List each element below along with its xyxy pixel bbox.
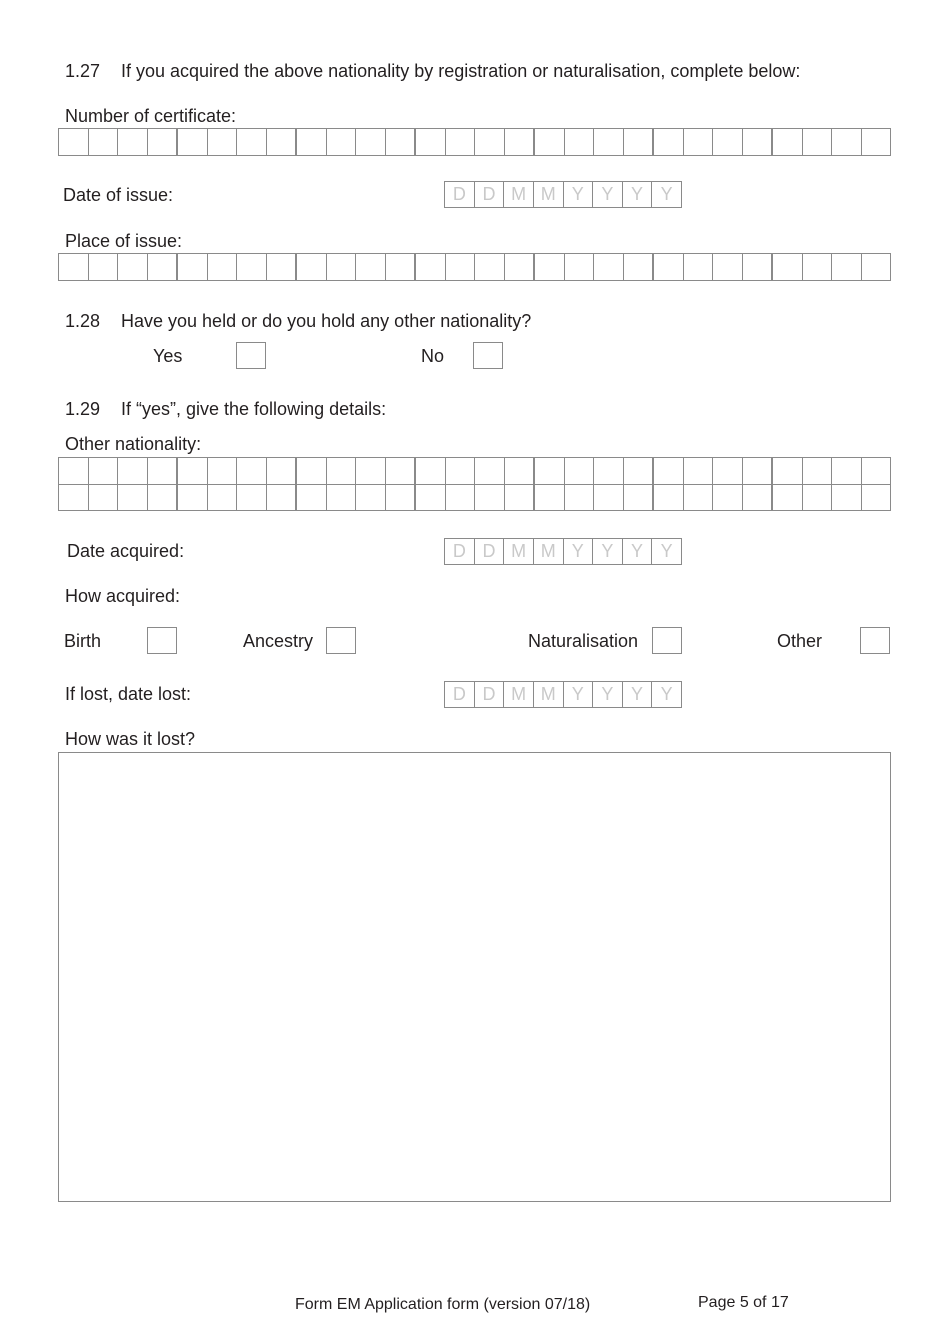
char-cell[interactable] — [59, 458, 89, 484]
date-char-cell[interactable]: Y — [660, 184, 673, 204]
date-char-cell[interactable]: D — [445, 182, 475, 207]
char-cell[interactable] — [862, 458, 891, 484]
char-cell[interactable] — [475, 485, 505, 511]
other-nationality-label: Other nationality: — [65, 434, 202, 454]
char-cell[interactable] — [654, 485, 684, 511]
char-cell[interactable] — [118, 254, 148, 280]
other-checkbox[interactable] — [860, 627, 890, 654]
char-cell[interactable] — [386, 129, 417, 155]
char-cell[interactable] — [416, 458, 446, 484]
char-cell[interactable] — [118, 485, 148, 511]
char-cell[interactable] — [713, 485, 743, 511]
date-char-cell[interactable]: Y — [593, 682, 623, 707]
char-cell[interactable] — [475, 129, 505, 155]
ancestry-label: Ancestry — [243, 631, 314, 651]
char-cell[interactable] — [386, 458, 417, 484]
naturalisation-label: Naturalisation — [528, 631, 639, 651]
char-cell[interactable] — [446, 485, 476, 511]
date-char-cell[interactable]: M — [534, 182, 564, 207]
question-number-1-27: 1.27 — [65, 61, 101, 81]
char-cell[interactable] — [773, 129, 803, 155]
char-cell[interactable] — [446, 458, 476, 484]
date-char-cell[interactable]: Y — [593, 539, 623, 564]
char-cell[interactable] — [684, 129, 714, 155]
birth-label: Birth — [64, 631, 102, 651]
date-char-cell[interactable]: Y — [623, 182, 653, 207]
char-cell[interactable] — [773, 458, 803, 484]
char-cell[interactable] — [505, 485, 536, 511]
char-cell[interactable] — [356, 129, 386, 155]
char-cell[interactable] — [208, 254, 238, 280]
date-char-cell[interactable]: M — [504, 182, 534, 207]
char-cell[interactable] — [148, 458, 179, 484]
no-label: No — [421, 346, 445, 366]
date-char-cell[interactable]: M — [504, 682, 534, 707]
char-cell[interactable] — [832, 458, 862, 484]
question-text-1-29: If “yes”, give the following details: — [121, 399, 387, 419]
char-cell[interactable] — [178, 129, 208, 155]
yes-checkbox[interactable] — [236, 342, 266, 369]
date-char-cell[interactable]: Y — [623, 539, 653, 564]
char-cell[interactable] — [565, 485, 595, 511]
char-cell[interactable] — [565, 254, 595, 280]
char-cell[interactable] — [743, 458, 774, 484]
char-cell[interactable] — [148, 485, 179, 511]
char-cell[interactable] — [684, 254, 714, 280]
char-cell[interactable] — [624, 485, 655, 511]
char-cell[interactable] — [535, 254, 565, 280]
char-cell[interactable] — [327, 458, 357, 484]
char-cell[interactable] — [208, 485, 238, 511]
char-cell[interactable] — [148, 129, 179, 155]
char-cell[interactable] — [743, 485, 774, 511]
other-nationality-field[interactable] — [58, 457, 891, 511]
char-row — [59, 458, 890, 485]
no-checkbox[interactable] — [473, 342, 503, 369]
naturalisation-checkbox[interactable] — [652, 627, 682, 654]
question-text-1-27: If you acquired the above nationality by registration or naturalisation, complete below: — [121, 61, 801, 81]
char-cell[interactable] — [565, 129, 595, 155]
char-cell[interactable] — [148, 254, 179, 280]
certificate-number-label: Number of certificate: — [65, 106, 237, 126]
char-cell[interactable] — [178, 254, 208, 280]
char-cell[interactable] — [624, 458, 655, 484]
date-of-issue-field[interactable] — [444, 181, 682, 208]
other-label: Other — [777, 631, 823, 651]
char-cell[interactable] — [178, 458, 208, 484]
char-cell[interactable] — [327, 254, 357, 280]
char-cell[interactable] — [297, 458, 327, 484]
char-cell[interactable] — [267, 458, 298, 484]
char-cell[interactable] — [89, 458, 119, 484]
char-cell[interactable] — [356, 254, 386, 280]
char-cell[interactable] — [386, 254, 417, 280]
char-cell[interactable] — [832, 485, 862, 511]
char-cell[interactable] — [356, 485, 386, 511]
how-lost-label: How was it lost? — [65, 729, 196, 749]
char-cell[interactable] — [832, 254, 862, 280]
char-cell[interactable] — [654, 458, 684, 484]
char-cell[interactable] — [624, 254, 655, 280]
char-cell[interactable] — [535, 485, 565, 511]
date-char-cell[interactable]: D — [445, 539, 475, 564]
date-char-cell[interactable]: M — [534, 539, 564, 564]
date-acquired-label: Date acquired: — [67, 541, 185, 561]
date-char-cell[interactable]: D — [475, 539, 505, 564]
date-char-cell[interactable]: Y — [660, 684, 673, 704]
char-cell[interactable] — [416, 254, 446, 280]
char-cell[interactable] — [118, 129, 148, 155]
char-cell[interactable] — [594, 485, 624, 511]
char-cell[interactable] — [862, 254, 891, 280]
date-char-cell[interactable]: D — [445, 682, 475, 707]
ancestry-checkbox[interactable] — [326, 627, 356, 654]
date-lost-label: If lost, date lost: — [65, 684, 192, 704]
date-char-cell[interactable]: M — [504, 539, 534, 564]
char-cell[interactable] — [446, 129, 476, 155]
char-cell[interactable] — [356, 458, 386, 484]
char-cell[interactable] — [208, 129, 238, 155]
date-char-cell[interactable]: Y — [564, 182, 594, 207]
char-cell[interactable] — [743, 129, 774, 155]
char-cell[interactable] — [535, 129, 565, 155]
char-cell[interactable] — [237, 458, 267, 484]
date-char-cell[interactable]: Y — [564, 539, 594, 564]
char-cell[interactable] — [297, 129, 327, 155]
char-cell[interactable] — [505, 129, 536, 155]
char-cell[interactable] — [446, 254, 476, 280]
char-cell[interactable] — [416, 485, 446, 511]
char-cell[interactable] — [118, 458, 148, 484]
char-cell[interactable] — [59, 129, 89, 155]
certificate-number-field[interactable] — [58, 128, 891, 156]
char-cell[interactable] — [89, 485, 119, 511]
char-cell[interactable] — [475, 254, 505, 280]
char-cell[interactable] — [208, 458, 238, 484]
char-cell[interactable] — [505, 254, 536, 280]
char-cell[interactable] — [565, 458, 595, 484]
char-cell[interactable] — [862, 485, 891, 511]
char-cell[interactable] — [327, 129, 357, 155]
footer-form-name: Form EM Application form (version 07/18) — [295, 1296, 591, 1313]
char-cell[interactable] — [178, 485, 208, 511]
char-cell[interactable] — [803, 458, 833, 484]
birth-checkbox[interactable] — [147, 627, 177, 654]
char-cell[interactable] — [237, 129, 267, 155]
char-cell[interactable] — [684, 485, 714, 511]
char-cell[interactable] — [773, 485, 803, 511]
char-cell[interactable] — [594, 254, 624, 280]
char-cell[interactable] — [654, 254, 684, 280]
char-cell[interactable] — [594, 129, 624, 155]
char-cell[interactable] — [416, 129, 446, 155]
place-of-issue-label: Place of issue: — [65, 231, 183, 251]
char-cell[interactable] — [862, 129, 891, 155]
char-cell[interactable] — [773, 254, 803, 280]
date-char-cell[interactable]: M — [534, 682, 564, 707]
char-cell[interactable] — [267, 129, 298, 155]
how-acquired-label: How acquired: — [65, 586, 181, 606]
char-cell[interactable] — [89, 254, 119, 280]
char-cell[interactable] — [803, 254, 833, 280]
char-cell[interactable] — [654, 129, 684, 155]
footer-page-number: Page 5 of 17 — [698, 1294, 789, 1311]
char-cell[interactable] — [237, 254, 267, 280]
char-cell[interactable] — [832, 129, 862, 155]
char-cell[interactable] — [535, 458, 565, 484]
char-cell[interactable] — [237, 485, 267, 511]
char-cell[interactable] — [475, 458, 505, 484]
date-char-cell[interactable]: D — [475, 682, 505, 707]
char-cell[interactable] — [803, 129, 833, 155]
char-cell[interactable] — [297, 485, 327, 511]
date-char-cell[interactable]: Y — [660, 541, 673, 561]
question-number-1-29: 1.29 — [65, 399, 101, 419]
char-cell[interactable] — [713, 254, 743, 280]
char-cell[interactable] — [713, 129, 743, 155]
char-cell[interactable] — [59, 485, 89, 511]
char-cell[interactable] — [327, 485, 357, 511]
char-cell[interactable] — [267, 254, 298, 280]
date-char-cell[interactable]: Y — [623, 682, 653, 707]
char-cell[interactable] — [267, 485, 298, 511]
question-text-1-28: Have you held or do you hold any other nationality? — [121, 311, 532, 331]
char-cell[interactable] — [505, 458, 536, 484]
char-cell[interactable] — [713, 458, 743, 484]
date-char-cell[interactable]: Y — [593, 182, 623, 207]
yes-label: Yes — [153, 346, 183, 366]
date-char-cell[interactable]: Y — [564, 682, 594, 707]
char-row — [59, 485, 890, 511]
char-cell[interactable] — [803, 485, 833, 511]
char-cell[interactable] — [386, 485, 417, 511]
char-cell[interactable] — [624, 129, 655, 155]
char-cell[interactable] — [59, 254, 89, 280]
char-cell[interactable] — [743, 254, 774, 280]
date-of-issue-label: Date of issue: — [63, 185, 174, 205]
how-lost-textarea[interactable] — [58, 752, 891, 1202]
char-cell[interactable] — [594, 458, 624, 484]
question-number-1-28: 1.28 — [65, 311, 101, 331]
place-of-issue-field[interactable] — [58, 253, 891, 281]
date-lost-field[interactable] — [444, 681, 682, 708]
date-acquired-field[interactable] — [444, 538, 682, 565]
date-char-cell[interactable]: D — [475, 182, 505, 207]
char-cell[interactable] — [89, 129, 119, 155]
char-cell[interactable] — [297, 254, 327, 280]
char-cell[interactable] — [684, 458, 714, 484]
